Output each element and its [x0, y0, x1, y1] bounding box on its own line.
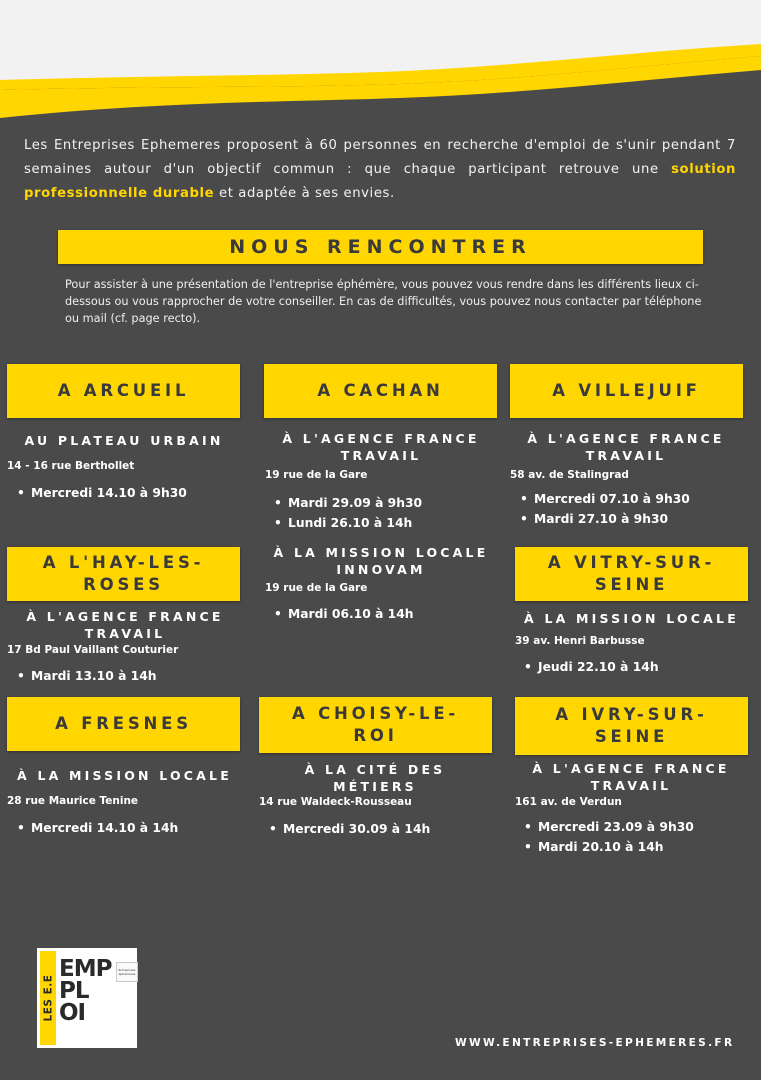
session-item: • Mercredi 23.09 à 9h30 [524, 820, 694, 834]
place-name: À LA MISSION LOCALE [524, 611, 739, 626]
logo-vertical-text: LES E.E [42, 974, 55, 1022]
address: 14 rue Waldeck-Rousseau [259, 796, 412, 808]
session-item: • Mardi 06.10 à 14h [274, 607, 414, 621]
city-title: A ARCUEIL [57, 381, 190, 400]
session-text: Jeudi 22.10 à 14h [538, 660, 659, 674]
session-list [17, 483, 187, 503]
city-title: A CHOISY-LE-ROI [291, 704, 460, 745]
session-list [274, 493, 422, 533]
session-item: • Jeudi 22.10 à 14h [524, 660, 659, 674]
session-list [269, 819, 430, 839]
city-title: A IVRY-SUR-SEINE [555, 705, 708, 746]
place-name: À L'AGENCE FRANCE TRAVAIL [26, 609, 224, 641]
address: 58 av. de Stalingrad [510, 469, 629, 481]
logo-mini-badge [116, 962, 138, 982]
intro-text: Les Entreprises Ephemeres proposent à 60 personnes en recherche d'emploi de s'unir pendant 7 semaines autour d'un objectif commun : que chaque participant retrouve une [24, 138, 736, 177]
session-text: Mercredi 14.10 à 14h [31, 821, 179, 835]
session-text: Mardi 27.10 à 9h30 [534, 512, 669, 526]
session-text: Mardi 20.10 à 14h [538, 840, 664, 854]
city-title: A CACHAN [317, 381, 444, 400]
city-box-hay-les-roses [7, 547, 240, 601]
address: 17 Bd Paul Vaillant Couturier [7, 644, 179, 656]
city-box-vitry-sur-seine [515, 547, 748, 601]
session-list [17, 818, 178, 838]
session-item: • Mardi 13.10 à 14h [17, 669, 157, 683]
place-name-2: À LA MISSION LOCALE INNOVAM [273, 545, 489, 577]
session-list [524, 817, 694, 857]
session-text: Mardi 29.09 à 9h30 [288, 496, 423, 510]
city-box-cachan [264, 364, 497, 418]
session-text: Mercredi 30.09 à 14h [283, 822, 431, 836]
session-list [524, 657, 659, 677]
session-text: Mardi 06.10 à 14h [288, 607, 414, 621]
logo-wordmark [59, 958, 114, 1024]
section-banner [58, 230, 703, 264]
session-list-2 [274, 604, 414, 624]
city-box-fresnes [7, 697, 240, 751]
intro-highlight: solution professionnelle durable [24, 162, 736, 201]
logo-line: OI [59, 1000, 86, 1026]
website-link[interactable]: WWW.ENTREPRISES-EPHEMERES.FR [455, 1037, 735, 1049]
city-title: A L'HAY-LES-ROSES [42, 553, 205, 594]
session-item: • Mardi 27.10 à 9h30 [520, 512, 669, 526]
session-text: Mercredi 14.10 à 9h30 [31, 486, 187, 500]
city-title: A VITRY-SUR-SEINE [547, 553, 716, 594]
place-name: AU PLATEAU URBAIN [24, 433, 224, 448]
address-2: 19 rue de la Gare [265, 582, 368, 594]
session-text: Mercredi 23.09 à 9h30 [538, 820, 694, 834]
logo-vertical-label [39, 954, 57, 1042]
place-name: À L'AGENCE FRANCE TRAVAIL [532, 761, 730, 793]
city-title: A VILLEJUIF [552, 381, 701, 400]
place-name: À L'AGENCE FRANCE TRAVAIL [527, 431, 725, 463]
subtitle-paragraph: Pour assister à une présentation de l'entreprise éphémère, vous pouvez vous rendre dans les différents lieux ci-dessous ou vous rapprocher de votre conseiller. En cas de difficultés, vous pouvez nous contacter par téléphone ou mail (cf. page recto). [65, 278, 702, 325]
session-item: • Mercredi 14.10 à 9h30 [17, 486, 187, 500]
les-ee-emploi-logo [37, 948, 137, 1048]
session-text: Lundi 26.10 à 14h [288, 516, 413, 530]
address: 28 rue Maurice Tenine [7, 795, 139, 807]
session-item: • Lundi 26.10 à 14h [274, 516, 413, 530]
city-box-villejuif [510, 364, 743, 418]
place-name: À L'AGENCE FRANCE TRAVAIL [282, 431, 480, 463]
session-item: • Mardi 29.09 à 9h30 [274, 496, 423, 510]
intro-text-end: et adaptée à ses envies. [214, 186, 395, 201]
address: 19 rue de la Gare [265, 469, 368, 481]
place-name: À LA CITÉ DES MÉTIERS [304, 762, 446, 794]
session-item: • Mardi 20.10 à 14h [524, 840, 664, 854]
intro-paragraph [24, 134, 736, 206]
address: 14 - 16 rue Berthollet [7, 460, 135, 472]
session-item: • Mercredi 30.09 à 14h [269, 822, 431, 836]
logo-line: PL [59, 978, 89, 1004]
city-box-arcueil [7, 364, 240, 418]
banner-title: NOUS RENCONTRER [229, 236, 532, 258]
session-text: Mercredi 07.10 à 9h30 [534, 492, 690, 506]
address: 39 av. Henri Barbusse [515, 635, 645, 647]
city-box-ivry-sur-seine [515, 697, 748, 755]
city-title: A FRESNES [55, 714, 192, 733]
address: 161 av. de Verdun [515, 796, 622, 808]
logo-mini-text: Entreprises éphémères [118, 968, 136, 976]
session-item: • Mercredi 14.10 à 14h [17, 821, 179, 835]
place-name: À LA MISSION LOCALE [17, 768, 232, 783]
top-wave-decoration [0, 0, 761, 125]
session-list [520, 489, 690, 529]
city-box-choisy-le-roi [259, 697, 492, 753]
session-item: • Mercredi 07.10 à 9h30 [520, 492, 690, 506]
session-list [17, 666, 157, 686]
session-text: Mardi 13.10 à 14h [31, 669, 157, 683]
logo-line: EMP [59, 956, 112, 982]
